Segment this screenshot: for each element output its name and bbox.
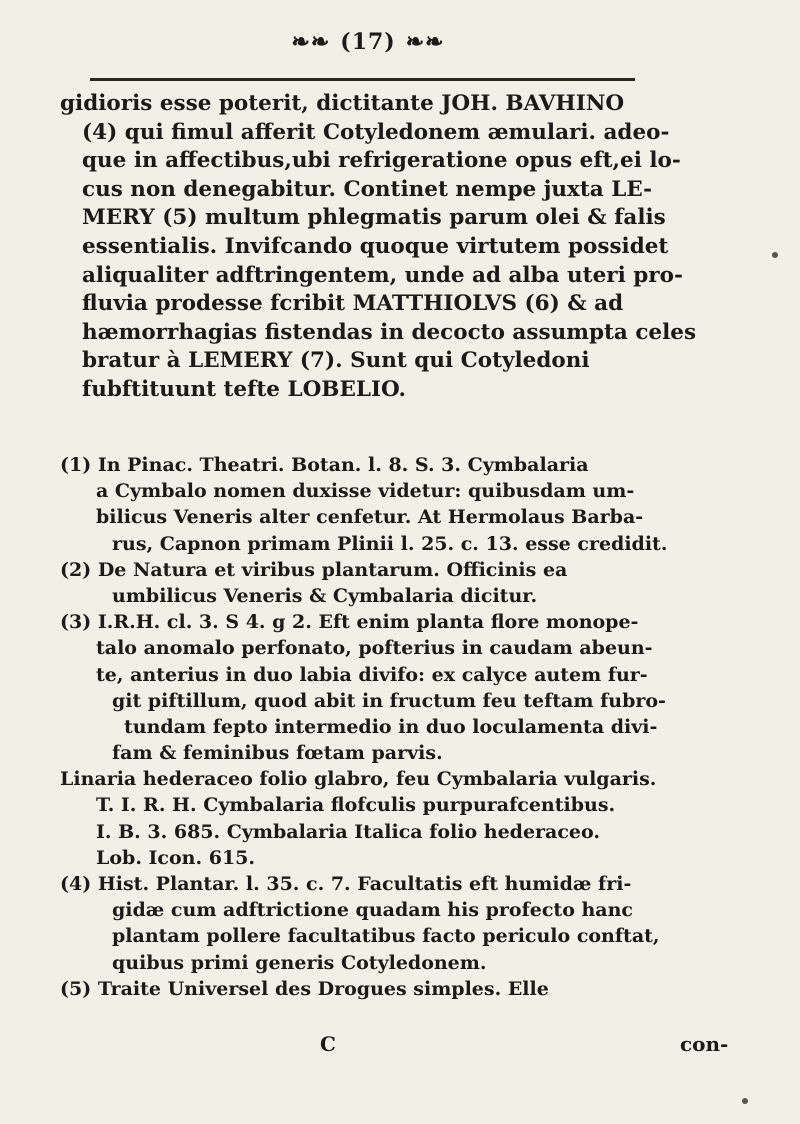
- footnote-line: a Cymbalo nomen duxisse videtur: quibusdam um-: [96, 480, 635, 503]
- footnote-line: Lob. Icon. 615.: [96, 846, 255, 869]
- footnote-line: gidæ cum adftrictione quadam his profecto hanc: [112, 899, 633, 922]
- header-ornament-left: ❧❧: [291, 29, 331, 55]
- footnote-line: quibus primi generis Cotyledonem.: [112, 951, 487, 974]
- footnote-line: plantam pollere facultatibus facto periculo conftat,: [112, 925, 660, 948]
- footnote-line: te, anterius in duo labia divifo: ex calyce autem fur-: [96, 663, 648, 686]
- footnote-line: (4) Hist. Plantar. l. 35. c. 7. Facultatis eft humidæ fri-: [60, 873, 632, 895]
- catchword: con-: [680, 1032, 729, 1056]
- main-text-line: gidioris esse poterit, dictitante JOH. BAVHINO: [60, 91, 625, 116]
- main-text-line: MERY (5) multum phlegmatis parum olei & falis: [82, 205, 666, 231]
- footnote-line: (2) De Natura et viribus plantarum. Officinis ea: [60, 558, 568, 581]
- main-text-line: fluvia prodesse fcribit MATTHIOLVS (6) & ad: [82, 291, 624, 317]
- footnote-line: bilicus Veneris alter cenfetur. At Hermolaus Barba-: [96, 506, 644, 529]
- footnote-line: tundam fepto intermedio in duo loculamenta divi-: [124, 715, 658, 738]
- page-header: [228, 22, 508, 62]
- main-text-line: essentialis. Invifcando quoque virtutem possidet: [82, 233, 669, 259]
- footnote-line: (1) In Pinac. Theatri. Botan. l. 8. S. 3. Cymbalaria: [60, 454, 589, 476]
- footnote-line: (5) Traite Universel des Drogues simples. Elle: [60, 977, 549, 1000]
- ink-spot: [742, 1098, 748, 1104]
- footnote-line: talo anomalo perfonato, pofterius in caudam abeun-: [96, 637, 653, 660]
- main-text-line: bratur à LEMERY (7). Sunt qui Cotyledoni: [82, 348, 590, 374]
- main-text-line: fubftituunt tefte LOBELIO.: [82, 376, 406, 402]
- footnote-line: rus, Capnon primam Plinii l. 25. c. 13. esse credidit.: [112, 532, 668, 555]
- footnote-line: T. I. R. H. Cymbalaria flofculis purpurafcentibus.: [96, 794, 616, 817]
- footnote-line: (3) I.R.H. cl. 3. S 4. g 2. Eft enim planta flore monope-: [60, 611, 639, 634]
- footnotes: [60, 452, 750, 1002]
- main-text-line: que in affectibus,ubi refrigeratione opus eft,ei lo-: [82, 148, 681, 174]
- main-text: [60, 90, 750, 405]
- main-text-line: aliqualiter adftringentem, unde ad alba uteri pro-: [82, 262, 683, 288]
- footnote-line: umbilicus Veneris & Cymbalaria dicitur.: [112, 584, 538, 607]
- header-ornament-right: ❧❧: [405, 29, 445, 55]
- footnote-line: I. B. 3. 685. Cymbalaria Italica folio hederaceo.: [96, 820, 600, 843]
- page-number: (17): [340, 29, 396, 55]
- signature-mark: C: [320, 1032, 336, 1056]
- main-text-line: (4) qui fimul afferit Cotyledonem æmulari. adeo-: [82, 119, 670, 145]
- footnote-line: git piftillum, quod abit in fructum feu teftam fubro-: [112, 689, 666, 712]
- footnote-line: Linaria hederaceo folio glabro, feu Cymbalaria vulgaris.: [60, 768, 657, 791]
- main-text-line: hæmorrhagias fistendas in decocto assumpta celes: [82, 319, 697, 345]
- main-text-line: cus non denegabitur. Continet nempe juxta LE-: [82, 176, 653, 202]
- footnote-line: fam & feminibus fœtam parvis.: [112, 742, 443, 765]
- ink-spot: [772, 252, 778, 258]
- header-rule: [90, 78, 635, 81]
